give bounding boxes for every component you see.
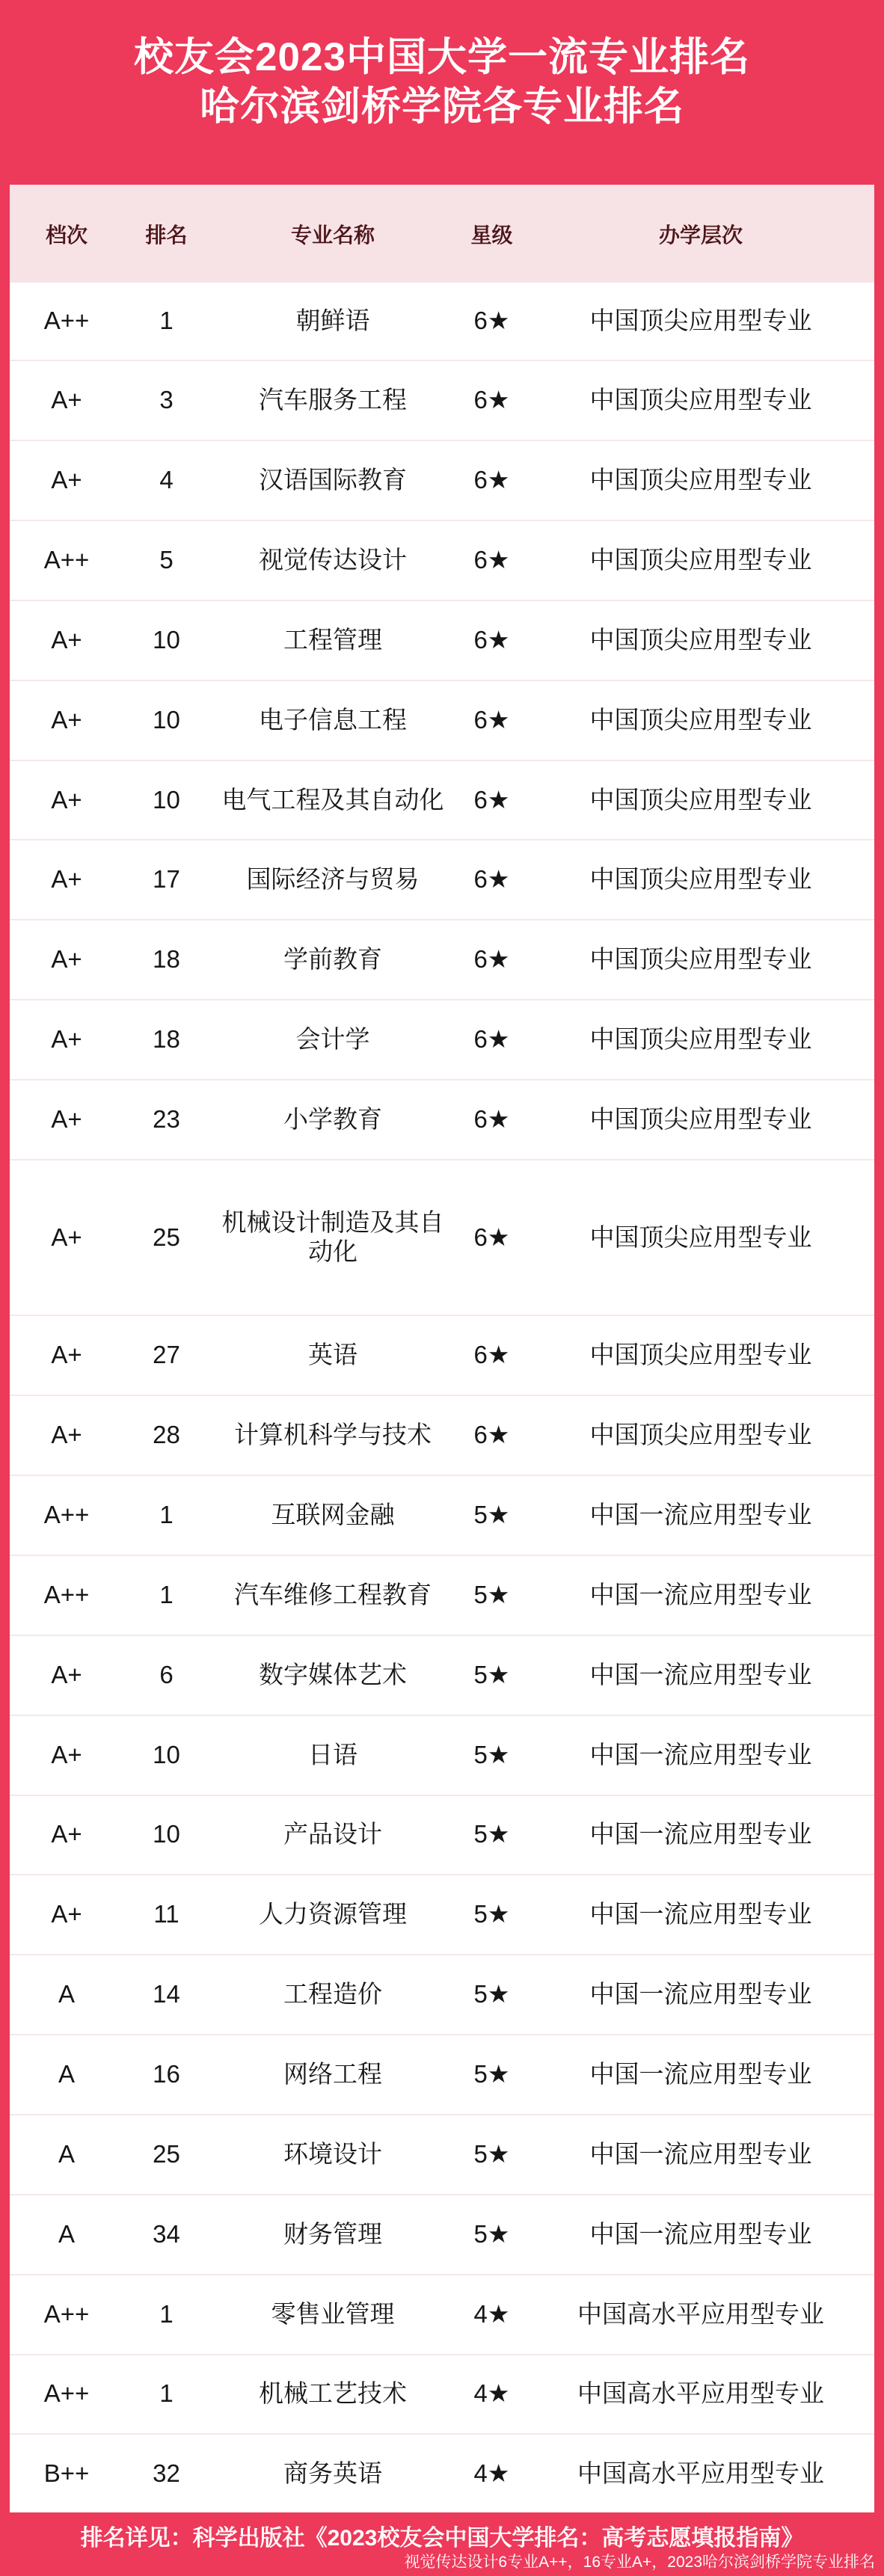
cell-major: 零售业管理	[271, 2299, 395, 2328]
table-header-row	[10, 185, 874, 283]
table-row	[10, 2195, 874, 2275]
table-row	[10, 520, 874, 600]
table-row	[10, 1000, 874, 1080]
cell-rank: 25	[153, 1223, 180, 1251]
table-row	[10, 360, 874, 440]
cell-major: 汉语国际教育	[259, 466, 407, 494]
cell-star: 4★	[473, 2299, 510, 2328]
cell-rank: 32	[153, 2459, 180, 2487]
cell-star: 5★	[473, 2219, 510, 2248]
cell-tier: A++	[43, 2299, 90, 2328]
poster-footer	[0, 2512, 884, 2576]
cell-level: 中国顶尖应用型专业	[589, 466, 812, 494]
cell-level: 中国高水平应用型专业	[577, 2379, 824, 2408]
table-row	[10, 680, 874, 760]
cell-major: 工程管理	[283, 625, 382, 654]
poster-title-line2: 哈尔滨剑桥学院各专业排名	[200, 84, 684, 129]
cell-star: 5★	[473, 1900, 510, 1928]
cell-tier: A++	[43, 1580, 90, 1608]
cell-tier: A	[58, 2139, 75, 2168]
cell-major: 小学教育	[283, 1104, 382, 1133]
cell-tier: A+	[51, 705, 82, 734]
cell-level: 中国一流应用型专业	[589, 1980, 812, 2008]
table-row	[10, 840, 874, 920]
table-row	[10, 2355, 874, 2435]
table-row	[10, 2035, 874, 2115]
cell-major: 朝鲜语	[295, 307, 370, 335]
cell-level: 中国顶尖应用型专业	[589, 1104, 812, 1133]
cell-tier: A	[58, 2060, 75, 2088]
cell-major: 计算机科学与技术	[234, 1421, 432, 1449]
cell-tier: A+	[51, 1421, 82, 1449]
cell-star: 5★	[473, 1980, 510, 2008]
cell-tier: A+	[51, 1820, 82, 1848]
cell-rank: 11	[153, 1900, 179, 1928]
cell-star: 4★	[473, 2459, 510, 2487]
cell-major: 财务管理	[283, 2219, 382, 2248]
cell-rank: 25	[153, 2139, 180, 2168]
cell-rank: 1	[159, 307, 174, 335]
cell-star: 6★	[473, 1104, 510, 1133]
cell-rank: 1	[159, 1580, 174, 1608]
column-header-star: 星级	[470, 223, 513, 247]
cell-star: 6★	[473, 1421, 510, 1449]
table-row	[10, 1475, 874, 1555]
cell-level: 中国顶尖应用型专业	[589, 386, 812, 414]
cell-level: 中国一流应用型专业	[589, 1740, 812, 1768]
cell-tier: A++	[43, 545, 90, 574]
poster-title-line1: 校友会2023中国大学一流专业排名	[134, 35, 750, 79]
ranking-table-container	[10, 185, 874, 2512]
cell-level: 中国顶尖应用型专业	[589, 307, 812, 335]
cell-rank: 17	[153, 865, 180, 894]
cell-rank: 10	[153, 1740, 180, 1768]
cell-rank: 6	[159, 1660, 174, 1688]
column-header-rank: 排名	[145, 223, 188, 247]
cell-tier: A+	[51, 865, 82, 894]
cell-rank: 14	[153, 1980, 180, 2008]
cell-tier: A+	[51, 625, 82, 654]
cell-level: 中国顶尖应用型专业	[589, 1025, 812, 1054]
cell-major: 互联网金融	[271, 1501, 395, 1529]
cell-star: 6★	[473, 1341, 510, 1369]
cell-major: 会计学	[295, 1025, 370, 1054]
table-row	[10, 1795, 874, 1875]
table-row	[10, 440, 874, 520]
cell-tier: A	[58, 2219, 75, 2248]
cell-star: 6★	[473, 1223, 510, 1251]
table-row	[10, 1555, 874, 1635]
cell-level: 中国顶尖应用型专业	[589, 625, 812, 654]
cell-star: 6★	[473, 865, 510, 894]
cell-rank: 3	[159, 386, 174, 414]
cell-rank: 10	[153, 1820, 180, 1848]
cell-level: 中国顶尖应用型专业	[589, 865, 812, 894]
cell-rank: 34	[153, 2219, 180, 2248]
table-row	[10, 2434, 874, 2512]
cell-major: 机械设计制造及其自动化	[221, 1208, 444, 1266]
cell-major: 视觉传达设计	[259, 545, 407, 574]
table-head	[10, 185, 874, 283]
table-row	[10, 1955, 874, 2035]
cell-rank: 10	[153, 705, 180, 734]
cell-tier: A+	[51, 1104, 82, 1133]
cell-rank: 4	[159, 466, 174, 494]
cell-tier: B++	[43, 2459, 90, 2487]
cell-level: 中国顶尖应用型专业	[589, 1421, 812, 1449]
cell-rank: 10	[153, 785, 180, 814]
cell-star: 6★	[473, 705, 510, 734]
cell-major: 机械工艺技术	[259, 2379, 407, 2408]
cell-tier: A+	[51, 1223, 82, 1251]
ranking-table	[10, 185, 874, 2512]
cell-rank: 18	[153, 945, 180, 974]
column-header-level: 办学层次	[658, 223, 743, 247]
cell-major: 工程造价	[283, 1980, 382, 2008]
table-row	[10, 1315, 874, 1395]
column-header-tier: 档次	[45, 223, 88, 247]
cell-level: 中国一流应用型专业	[589, 1501, 812, 1529]
cell-star: 5★	[473, 1660, 510, 1688]
cell-level: 中国一流应用型专业	[589, 1580, 812, 1608]
cell-star: 5★	[473, 1580, 510, 1608]
footer-note-line: 视觉传达设计6专业A++，16专业A+，2023哈尔滨剑桥学院专业排名	[404, 2554, 875, 2571]
cell-star: 5★	[473, 1501, 510, 1529]
cell-level: 中国顶尖应用型专业	[589, 1223, 812, 1251]
column-header-major: 专业名称	[290, 223, 375, 247]
cell-major: 学前教育	[283, 945, 382, 974]
cell-major: 汽车服务工程	[259, 386, 407, 414]
table-row	[10, 2115, 874, 2195]
table-row	[10, 2275, 874, 2355]
cell-star: 6★	[473, 466, 510, 494]
cell-star: 5★	[473, 1820, 510, 1848]
cell-major: 产品设计	[283, 1820, 382, 1848]
cell-level: 中国高水平应用型专业	[577, 2459, 824, 2487]
cell-rank: 16	[153, 2060, 180, 2088]
table-body	[10, 283, 874, 2512]
cell-tier: A+	[51, 466, 82, 494]
cell-star: 6★	[473, 386, 510, 414]
cell-major: 国际经济与贸易	[246, 865, 420, 894]
cell-major: 商务英语	[283, 2459, 382, 2487]
cell-tier: A+	[51, 1740, 82, 1768]
cell-tier: A++	[43, 307, 90, 335]
cell-star: 4★	[473, 2379, 510, 2408]
poster-banner	[0, 0, 884, 185]
cell-major: 网络工程	[283, 2060, 382, 2088]
footer-source-line: 排名详见：科学出版社《2023校友会中国大学排名：高考志愿填报指南》	[80, 2526, 804, 2551]
cell-tier: A++	[43, 1501, 90, 1529]
cell-star: 6★	[473, 1025, 510, 1054]
cell-rank: 1	[159, 1501, 174, 1529]
table-row	[10, 760, 874, 840]
cell-tier: A+	[51, 1900, 82, 1928]
cell-star: 6★	[473, 625, 510, 654]
cell-star: 6★	[473, 307, 510, 335]
cell-tier: A	[58, 1980, 75, 2008]
cell-rank: 1	[159, 2379, 174, 2408]
cell-level: 中国一流应用型专业	[589, 2219, 812, 2248]
cell-level: 中国一流应用型专业	[589, 2139, 812, 2168]
cell-level: 中国顶尖应用型专业	[589, 945, 812, 974]
table-row	[10, 1875, 874, 1955]
cell-rank: 27	[153, 1341, 180, 1369]
cell-star: 6★	[473, 945, 510, 974]
cell-tier: A+	[51, 386, 82, 414]
table-row	[10, 1635, 874, 1715]
cell-tier: A+	[51, 945, 82, 974]
cell-star: 5★	[473, 1740, 510, 1768]
cell-level: 中国高水平应用型专业	[577, 2299, 824, 2328]
cell-tier: A+	[51, 1660, 82, 1688]
cell-major: 人力资源管理	[259, 1900, 407, 1928]
cell-major: 电气工程及其自动化	[221, 785, 444, 814]
table-row	[10, 283, 874, 360]
cell-level: 中国一流应用型专业	[589, 2060, 812, 2088]
cell-level: 中国顶尖应用型专业	[589, 1341, 812, 1369]
cell-star: 5★	[473, 2060, 510, 2088]
table-row	[10, 1080, 874, 1160]
cell-level: 中国顶尖应用型专业	[589, 705, 812, 734]
table-row	[10, 920, 874, 1000]
cell-major: 日语	[308, 1740, 357, 1768]
cell-tier: A++	[43, 2379, 90, 2408]
cell-level: 中国一流应用型专业	[589, 1900, 812, 1928]
cell-rank: 28	[153, 1421, 180, 1449]
cell-major: 电子信息工程	[259, 705, 407, 734]
cell-level: 中国一流应用型专业	[589, 1660, 812, 1688]
cell-level: 中国顶尖应用型专业	[589, 785, 812, 814]
cell-star: 6★	[473, 545, 510, 574]
table-row	[10, 1160, 874, 1316]
cell-tier: A+	[51, 1341, 82, 1369]
cell-rank: 10	[153, 625, 180, 654]
cell-level: 中国顶尖应用型专业	[589, 545, 812, 574]
cell-star: 5★	[473, 2139, 510, 2168]
cell-rank: 5	[159, 545, 174, 574]
cell-rank: 1	[159, 2299, 174, 2328]
cell-star: 6★	[473, 785, 510, 814]
table-row	[10, 1395, 874, 1475]
table-row	[10, 1715, 874, 1795]
cell-major: 汽车维修工程教育	[234, 1580, 432, 1608]
cell-rank: 18	[153, 1025, 180, 1054]
cell-tier: A+	[51, 785, 82, 814]
cell-tier: A+	[51, 1025, 82, 1054]
cell-major: 环境设计	[283, 2139, 382, 2168]
cell-rank: 23	[153, 1104, 180, 1133]
cell-major: 数字媒体艺术	[259, 1660, 407, 1688]
cell-major: 英语	[308, 1341, 357, 1369]
cell-level: 中国一流应用型专业	[589, 1820, 812, 1848]
table-row	[10, 600, 874, 680]
